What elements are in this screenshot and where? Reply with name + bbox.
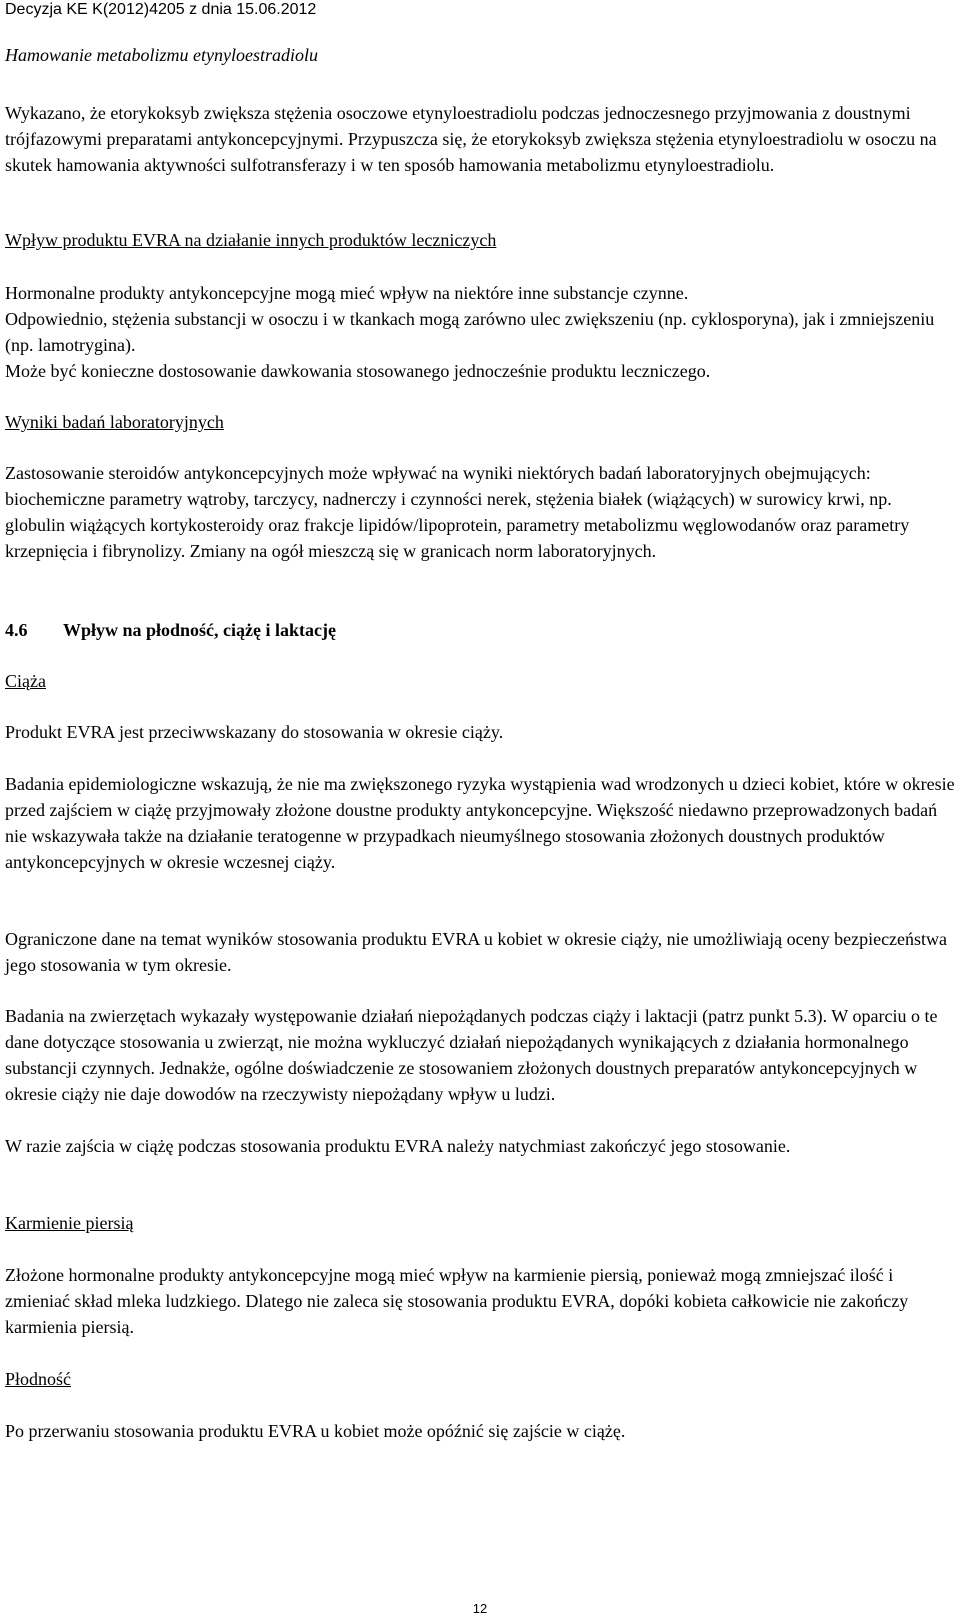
- paragraph-effect-1: Hormonalne produkty antykoncepcyjne mogą mieć wpływ na niektóre inne substancje czynne.: [5, 283, 689, 303]
- section-title-lab: Wyniki badań laboratoryjnych: [5, 412, 224, 432]
- paragraph-lab: Zastosowanie steroidów antykoncepcyjnych może wpływać na wyniki niektórych badań laboratoryjnych obejmujących: biochemiczne parametry wątroby, tarczycy, nadnerczy i czynności nerek, stężenia białek (wiążących) w surowicy krwi, np. globulin wiążących kortykosteroidy oraz frakcje lipidów/lipoprotein, parametry metabolizmu węglowodanów oraz parametry krzepnięcia i fibrynolizy. Zmiany na ogół mieszczą się w granicach norm laboratoryjnych.: [5, 463, 910, 561]
- section-number: 4.6: [5, 620, 28, 640]
- paragraph-pregnancy-4: Badania na zwierzętach wykazały występowanie działań niepożądanych podczas ciąży i laktacji (patrz punkt 5.3). W oparciu o te dane dotyczące stosowania u zwierząt, nie można wykluczyć działań niepożądanych wynikających z działania hormonalnego substancji czynnych. Jednakże, ogólne doświadczenie ze stosowaniem złożonych doustnych preparatów antykoncepcyjnych w okresie ciąży nie daje dowodów na rzeczywisty niepożądany wpływ u ludzi.: [5, 1006, 938, 1104]
- page-number: 12: [472, 1601, 488, 1616]
- document-header: Decyzja KE K(2012)4205 z dnia 15.06.2012: [5, 1, 317, 18]
- section-title-pregnancy: Ciąża: [5, 671, 46, 691]
- paragraph-effect-3: Może być konieczne dostosowanie dawkowania stosowanego jednocześnie produktu leczniczego.: [5, 361, 711, 381]
- section-heading-4-6: [5, 617, 955, 643]
- paragraph-pregnancy-3: Ograniczone dane na temat wyników stosowania produktu EVRA u kobiet w okresie ciąży, nie umożliwiają oceny bezpieczeństwa jego stosowania w tym okresie.: [5, 929, 948, 975]
- paragraph-pregnancy-2: Badania epidemiologiczne wskazują, że nie ma zwiększonego ryzyka wystąpienia wad wrodzonych u dzieci kobiet, które w okresie przed zajściem w ciążę przyjmowały złożone doustne produkty antykoncepcyjne. Większość niedawno przeprowadzonych badań nie wskazywała także na działanie teratogenne w przypadkach nieumyślnego stosowania złożonych doustnych produktów antykoncepcyjnych w okresie wczesnej ciąży.: [5, 774, 955, 872]
- section-heading-text: Wpływ na płodność, ciążę i laktację: [63, 620, 336, 640]
- section-title-inhibition: Hamowanie metabolizmu etynyloestradiolu: [5, 45, 318, 65]
- section-title-fertility: Płodność: [5, 1369, 72, 1389]
- paragraph-breastfeeding: Złożone hormonalne produkty antykoncepcyjne mogą mieć wpływ na karmienie piersią, ponieważ mogą zmniejszać ilość i zmieniać skład mleka ludzkiego. Dlatego nie zaleca się stosowania produktu EVRA, dopóki kobieta całkowicie nie zakończy karmienia piersią.: [5, 1265, 909, 1337]
- paragraph-fertility: Po przerwaniu stosowania produktu EVRA u kobiet może opóźnić się zajście w ciążę.: [5, 1421, 626, 1441]
- paragraph-effect-2: Odpowiednio, stężenia substancji w osoczu i w tkankach mogą zarówno ulec zwiększeniu (np. cyklosporyna), jak i zmniejszeniu (np. lamotrygina).: [5, 309, 935, 355]
- paragraph-pregnancy-5: W razie zajścia w ciążę podczas stosowania produktu EVRA należy natychmiast zakończyć jego stosowanie.: [5, 1136, 791, 1156]
- paragraph-inhibition: Wykazano, że etorykoksyb zwiększa stężenia osoczowe etynyloestradiolu podczas jednoczesnego przyjmowania z doustnymi trójfazowymi preparatami antykoncepcyjnymi. Przypuszcza się, że etorykoksyb zwiększa stężenia etynyloestradiolu w osoczu na skutek hamowania aktywności sulfotransferazy i w ten sposób hamowania metabolizmu etynyloestradiolu.: [5, 103, 937, 175]
- section-title-effect: Wpływ produktu EVRA na działanie innych produktów leczniczych: [5, 230, 497, 250]
- paragraph-pregnancy-1: Produkt EVRA jest przeciwwskazany do stosowania w okresie ciąży.: [5, 722, 504, 742]
- section-title-breastfeeding: Karmienie piersią: [5, 1213, 134, 1233]
